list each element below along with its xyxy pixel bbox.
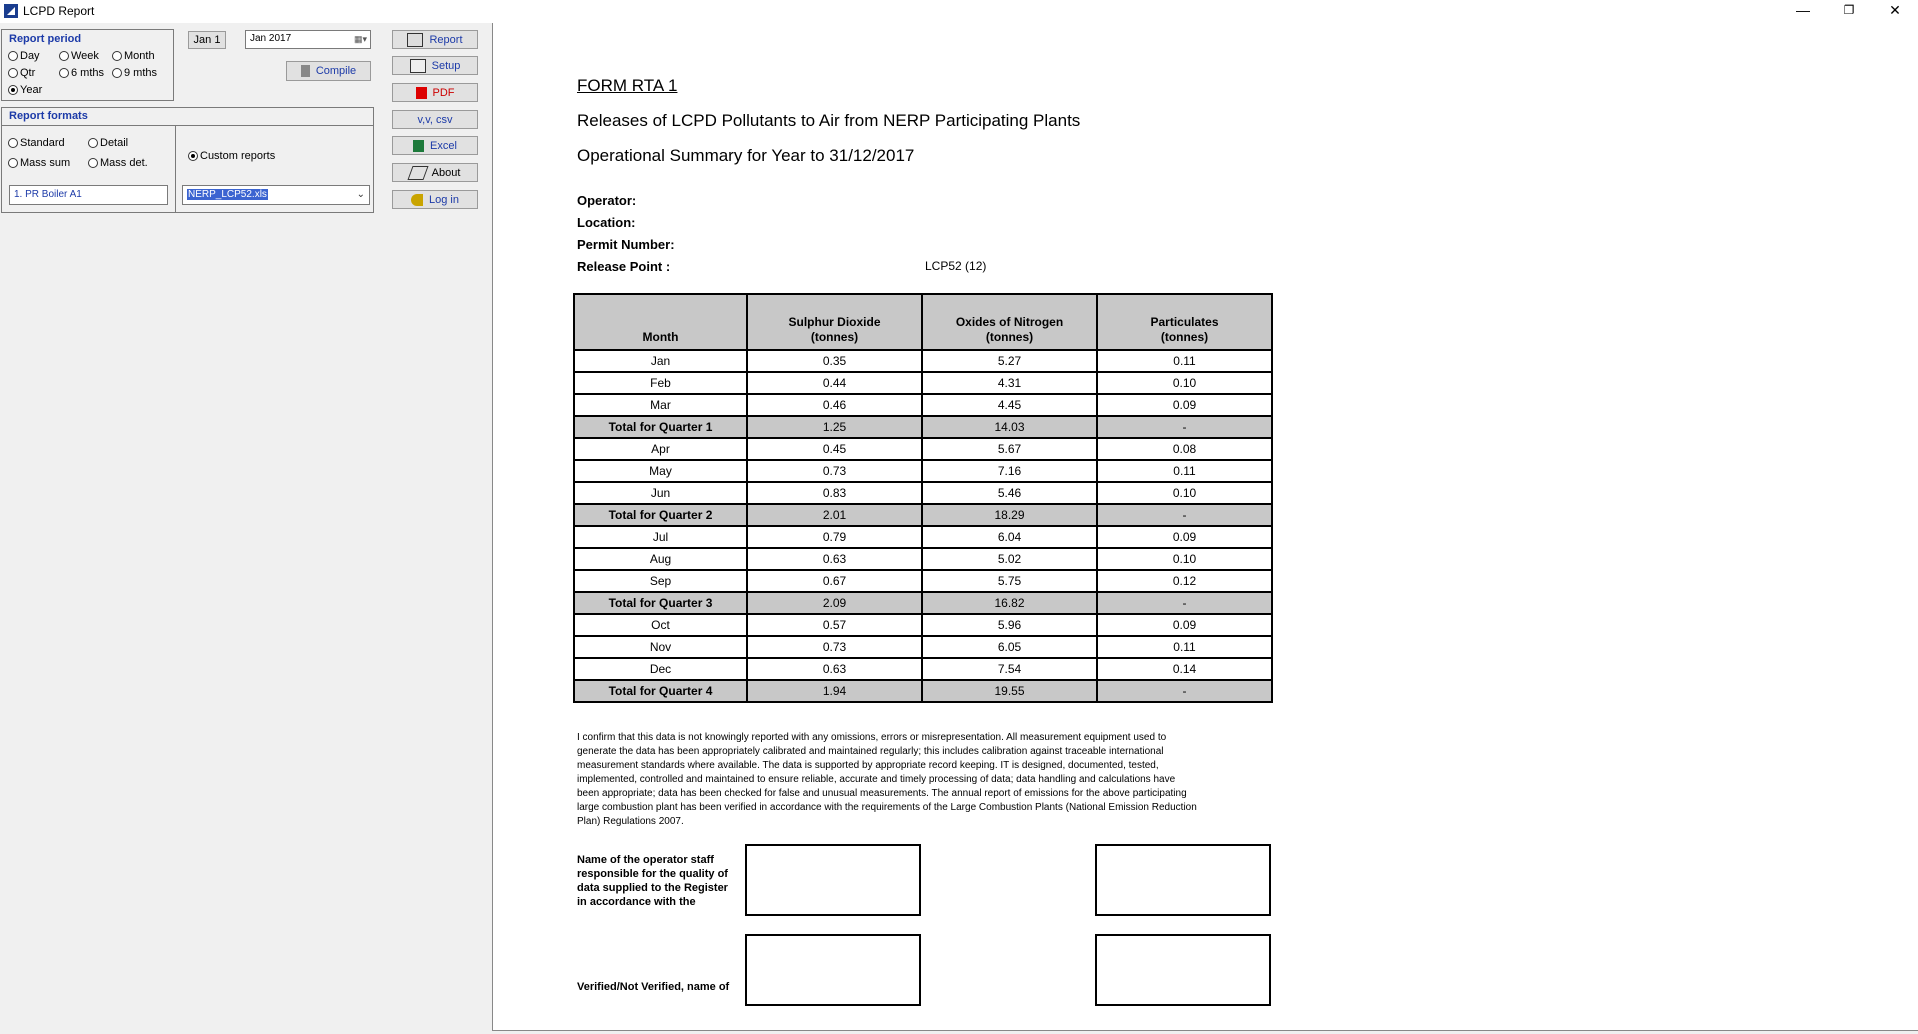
- pdf-button[interactable]: PDF: [392, 83, 478, 102]
- calendar-dropdown-icon[interactable]: ▦▾: [353, 34, 367, 44]
- cell-so2: 2.01: [747, 504, 922, 526]
- cell-so2: 1.94: [747, 680, 922, 702]
- operator-staff-label-line: data supplied to the Register: [577, 882, 728, 894]
- table-row: [574, 614, 1272, 636]
- cell-nox: 16.82: [922, 592, 1097, 614]
- table-row: [574, 636, 1272, 658]
- col-header-so2: Sulphur Dioxide (tonnes): [747, 294, 922, 350]
- cell-particulates: -: [1097, 504, 1272, 526]
- field-label-location: Location:: [577, 215, 636, 230]
- table-row: [574, 460, 1272, 482]
- chevron-down-icon[interactable]: ⌄: [356, 189, 365, 200]
- cell-particulates: 0.12: [1097, 570, 1272, 592]
- csv-button[interactable]: v,v, csv: [392, 110, 478, 129]
- setup-button[interactable]: Setup: [392, 56, 478, 75]
- cell-so2: 0.83: [747, 482, 922, 504]
- cell-nox: 4.45: [922, 394, 1097, 416]
- cell-nox: 5.46: [922, 482, 1097, 504]
- start-date-button[interactable]: Jan 1: [188, 31, 226, 49]
- cell-particulates: 0.09: [1097, 614, 1272, 636]
- radio-detail[interactable]: Detail: [88, 137, 128, 149]
- table-row-total: [574, 416, 1272, 438]
- cell-month: Sep: [574, 570, 747, 592]
- operator-staff-label-line: responsible for the quality of: [577, 868, 728, 880]
- cell-nox: 4.31: [922, 372, 1097, 394]
- form-title: FORM RTA 1: [577, 76, 678, 95]
- cell-particulates: 0.09: [1097, 394, 1272, 416]
- cell-nox: 5.67: [922, 438, 1097, 460]
- cell-month: Oct: [574, 614, 747, 636]
- table-row: [574, 570, 1272, 592]
- printer-icon: [407, 33, 423, 47]
- declaration-line: been appropriate; data has been checked for false and unusual measurements. The annual report of emissions for the above participating: [577, 788, 1187, 799]
- compile-button[interactable]: Compile: [286, 61, 371, 81]
- cell-month: Dec: [574, 658, 747, 680]
- cell-nox: 5.27: [922, 350, 1097, 372]
- custom-report-select[interactable]: [182, 185, 370, 205]
- radio-week[interactable]: Week: [59, 50, 99, 62]
- declaration-line: Plan) Regulations 2007.: [577, 816, 684, 827]
- cell-month: Total for Quarter 2: [574, 504, 747, 526]
- cell-nox: 5.75: [922, 570, 1097, 592]
- cell-so2: 0.73: [747, 636, 922, 658]
- window-title: LCPD Report: [23, 4, 95, 18]
- cell-month: Aug: [574, 548, 747, 570]
- field-label-operator: Operator:: [577, 193, 637, 208]
- operator-staff-label-line: in accordance with the: [577, 896, 696, 908]
- emissions-table: [573, 293, 1273, 703]
- cell-month: Total for Quarter 1: [574, 416, 747, 438]
- cell-nox: 18.29: [922, 504, 1097, 526]
- pdf-icon: [416, 87, 427, 99]
- declaration-line: measurement standards where available. The data is supported by appropriate record keeping. IT is designed, documented, tested,: [577, 760, 1159, 771]
- cell-particulates: 0.14: [1097, 658, 1272, 680]
- cell-so2: 0.57: [747, 614, 922, 636]
- declaration-line: generate the data has been appropriately calibrated and maintained regularly; this includes calibration against traceable international: [577, 746, 1164, 757]
- field-label-release-point: Release Point :: [577, 259, 671, 274]
- report-button[interactable]: Report: [392, 30, 478, 49]
- cell-so2: 0.44: [747, 372, 922, 394]
- cell-nox: 14.03: [922, 416, 1097, 438]
- radio-standard[interactable]: Standard: [8, 137, 65, 149]
- cell-so2: 0.73: [747, 460, 922, 482]
- excel-button[interactable]: Excel: [392, 136, 478, 155]
- table-row: [574, 658, 1272, 680]
- cell-month: Total for Quarter 4: [574, 680, 747, 702]
- cell-particulates: 0.09: [1097, 526, 1272, 548]
- radio-qtr[interactable]: Qtr: [8, 67, 35, 79]
- cell-so2: 0.46: [747, 394, 922, 416]
- declaration-line: implemented, controlled and maintained to ensure reliable, accurate and timely processing of data; data handling and calculations have: [577, 774, 1176, 785]
- report-period-title: Report period: [9, 33, 82, 45]
- cell-particulates: -: [1097, 416, 1272, 438]
- report-heading: Releases of LCPD Pollutants to Air from NERP Participating Plants: [577, 111, 1081, 130]
- cell-month: Jan: [574, 350, 747, 372]
- cell-particulates: 0.10: [1097, 482, 1272, 504]
- cell-particulates: -: [1097, 592, 1272, 614]
- field-value-release-point: LCP52 (12): [925, 259, 987, 273]
- radio-day[interactable]: Day: [8, 50, 40, 62]
- cell-nox: 19.55: [922, 680, 1097, 702]
- book-icon: [407, 166, 428, 180]
- col-header-nox: Oxides of Nitrogen (tonnes): [922, 294, 1097, 350]
- operator-staff-label: [577, 853, 747, 913]
- table-row: [574, 526, 1272, 548]
- cell-nox: 6.04: [922, 526, 1097, 548]
- declaration-text: [577, 731, 1197, 829]
- minimize-button[interactable]: —: [1796, 2, 1810, 18]
- table-row: [574, 372, 1272, 394]
- cell-so2: 0.45: [747, 438, 922, 460]
- verifier-signature-box[interactable]: [1095, 934, 1271, 1006]
- cell-particulates: 0.08: [1097, 438, 1272, 460]
- cell-so2: 0.63: [747, 658, 922, 680]
- cell-month: May: [574, 460, 747, 482]
- cell-particulates: 0.10: [1097, 372, 1272, 394]
- cell-month: Mar: [574, 394, 747, 416]
- radio-mass-det[interactable]: Mass det.: [88, 157, 148, 169]
- printer-setup-icon: [410, 59, 426, 73]
- cell-so2: 0.35: [747, 350, 922, 372]
- date-picker[interactable]: [245, 30, 371, 49]
- cell-so2: 1.25: [747, 416, 922, 438]
- table-body: [574, 350, 1272, 702]
- table-row-total: [574, 592, 1272, 614]
- cell-month: Nov: [574, 636, 747, 658]
- table-row: [574, 350, 1272, 372]
- operator-staff-label-line: Name of the operator staff: [577, 854, 714, 866]
- col-header-particulates: Particulates (tonnes): [1097, 294, 1272, 350]
- title-bar: [0, 0, 1918, 23]
- cell-month: Total for Quarter 3: [574, 592, 747, 614]
- declaration-line: large combustion plant has been verified in accordance with the requirements of the Large Combustion Plants (National Emission Reduction: [577, 802, 1197, 813]
- table-row: [574, 548, 1272, 570]
- report-formats-title: Report formats: [9, 110, 88, 122]
- declaration-line: I confirm that this data is not knowingly reported with any omissions, errors or misrepresentation. All measurement equipment used to: [577, 732, 1167, 743]
- calculator-icon: [301, 65, 310, 77]
- verifier-name-box[interactable]: [745, 934, 921, 1006]
- cell-nox: 5.96: [922, 614, 1097, 636]
- close-button[interactable]: ✕: [1889, 2, 1901, 18]
- radio-mass-sum[interactable]: Mass sum: [8, 157, 70, 169]
- cell-so2: 2.09: [747, 592, 922, 614]
- cell-particulates: 0.11: [1097, 460, 1272, 482]
- report-viewer[interactable]: [492, 23, 1918, 1031]
- radio-6-mths[interactable]: 6 mths: [59, 67, 104, 79]
- custom-report-value: NERP_LCP52.xls: [188, 189, 267, 200]
- cell-nox: 5.02: [922, 548, 1097, 570]
- cell-particulates: 0.10: [1097, 548, 1272, 570]
- report-formats-panel: [1, 107, 374, 213]
- table-row: [574, 394, 1272, 416]
- cell-month: Apr: [574, 438, 747, 460]
- cell-nox: 6.05: [922, 636, 1097, 658]
- plant-field[interactable]: 1. PR Boiler A1: [9, 185, 168, 205]
- col-header-month: Month: [574, 294, 747, 350]
- about-button[interactable]: About: [392, 163, 478, 182]
- cell-particulates: 0.11: [1097, 350, 1272, 372]
- table-row-total: [574, 680, 1272, 702]
- login-button[interactable]: Log in: [392, 190, 478, 209]
- table-row: [574, 438, 1272, 460]
- restore-button[interactable]: ❐: [1843, 3, 1855, 17]
- excel-icon: [413, 140, 424, 152]
- cell-month: Feb: [574, 372, 747, 394]
- verified-label: Verified/Not Verified, name of: [577, 981, 730, 993]
- cell-month: Jul: [574, 526, 747, 548]
- report-summary: Operational Summary for Year to 31/12/2017: [577, 146, 915, 165]
- cell-month: Jun: [574, 482, 747, 504]
- table-row-total: [574, 504, 1272, 526]
- radio-9-mths[interactable]: 9 mths: [112, 67, 157, 79]
- cell-particulates: -: [1097, 680, 1272, 702]
- table-row: [574, 482, 1272, 504]
- radio-month[interactable]: Month: [112, 50, 155, 62]
- divider: [2, 125, 373, 126]
- cell-so2: 0.67: [747, 570, 922, 592]
- cell-nox: 7.54: [922, 658, 1097, 680]
- key-icon: [411, 194, 423, 206]
- report-period-panel: [1, 29, 174, 101]
- divider: [175, 125, 176, 213]
- cell-so2: 0.79: [747, 526, 922, 548]
- cell-so2: 0.63: [747, 548, 922, 570]
- operator-signature-box[interactable]: [1095, 844, 1271, 916]
- date-value: Jan 2017: [250, 33, 292, 44]
- radio-custom-reports[interactable]: Custom reports: [188, 150, 275, 162]
- app-icon: [4, 4, 18, 18]
- operator-name-box[interactable]: [745, 844, 921, 916]
- cell-nox: 7.16: [922, 460, 1097, 482]
- field-label-permit: Permit Number:: [577, 237, 675, 252]
- cell-particulates: 0.11: [1097, 636, 1272, 658]
- radio-year[interactable]: Year: [8, 84, 42, 96]
